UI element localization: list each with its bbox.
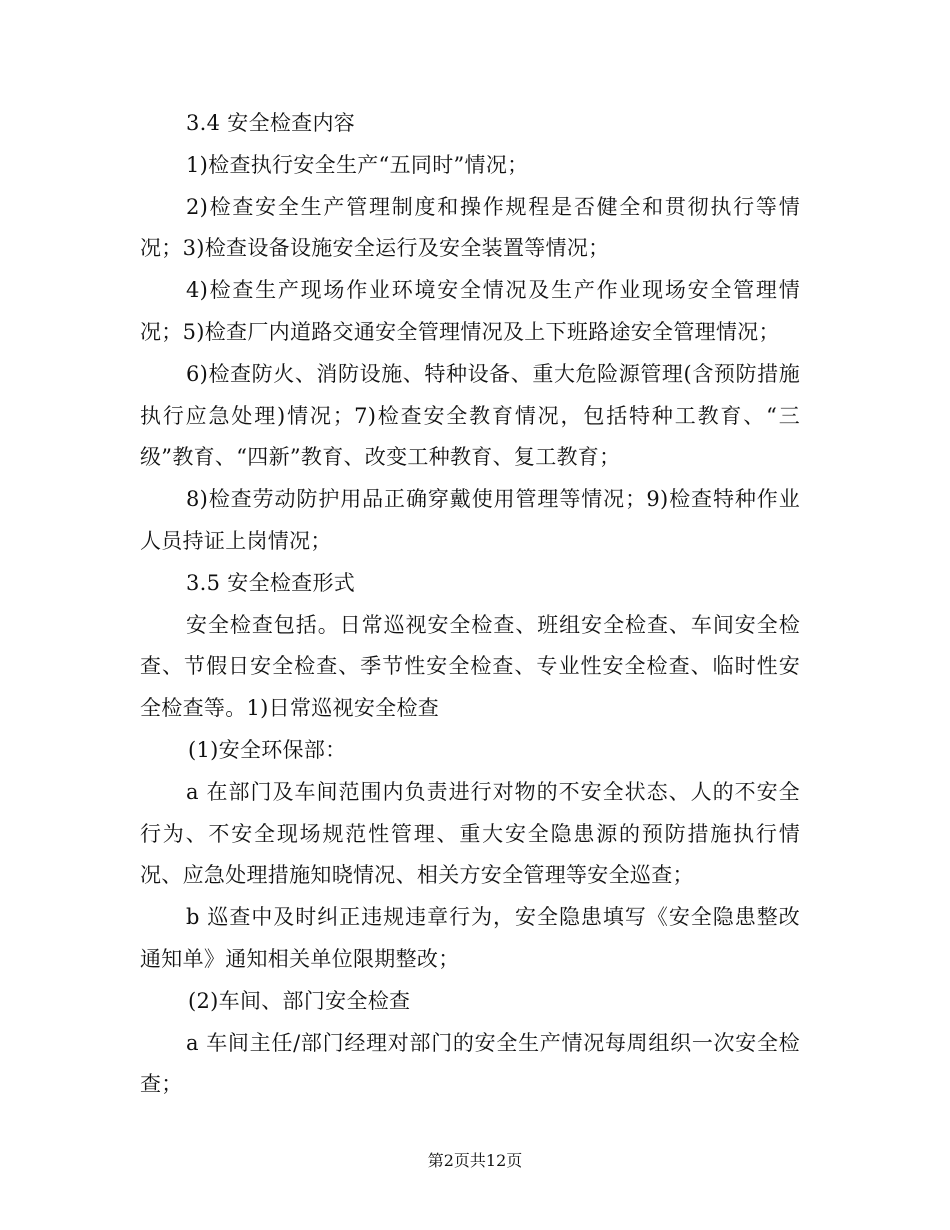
section-heading-3-4: 3.4 安全检查内容 [186, 111, 356, 135]
paragraph-item-8-9: 8)检查劳动防护用品正确穿戴使用管理等情况；9)检查特种作业人员持证上岗情况； [140, 487, 800, 553]
paragraph-item-4-5: 4)检查生产现场作业环境安全情况及生产作业现场安全管理情况；5)检查厂内道路交通安全管理情况及上下班路途安全管理情况； [140, 278, 800, 344]
paragraph-item-2-3: 2)检查安全生产管理制度和操作规程是否健全和贯彻执行等情况；3)检查设备设施安全运行及安全装置等情况； [140, 194, 800, 261]
paragraph-item-b-correction: b 巡查中及时纠正违规违章行为，安全隐患填写《安全隐患整改通知单》通知相关单位限期整改； [140, 905, 800, 971]
paragraph-item-1: 1)检查执行安全生产“五同时”情况； [186, 152, 529, 177]
subheading-safety-env-dept: (1)安全环保部： [188, 737, 347, 762]
paragraph-item-6-7: 6)检查防火、消防设施、特种设备、重大危险源管理(含预防措施执行应急处理)情况；7)检查安全教育情况，包括特种工教育、“三级”教育、“四新”教育、改变工种教育、复工教育； [140, 361, 800, 470]
section-heading-3-5: 3.5 安全检查形式 [186, 570, 356, 595]
subheading-workshop-inspection: (2)车间、部门安全检查 [188, 988, 411, 1013]
paragraph-item-a-patrol: a 在部门及车间范围内负责进行对物的不安全状态、人的不安全行为、不安全现场规范性管理、重大安全隐患源的预防措施执行情况、应急处理措施知晓情况、相关方安全管理等安全巡查； [140, 779, 800, 888]
document-body [140, 103, 800, 1106]
paragraph-inspection-types: 安全检查包括。日常巡视安全检查、班组安全检查、车间安全检查、节假日安全检查、季节性安全检查、专业性安全检查、临时性安全检查等。1)日常巡视安全检查 [140, 612, 800, 721]
paragraph-item-a-weekly: a 车间主任/部门经理对部门的安全生产情况每周组织一次安全检查； [140, 1030, 800, 1097]
page-number: 第2页共12页 [427, 1151, 523, 1170]
